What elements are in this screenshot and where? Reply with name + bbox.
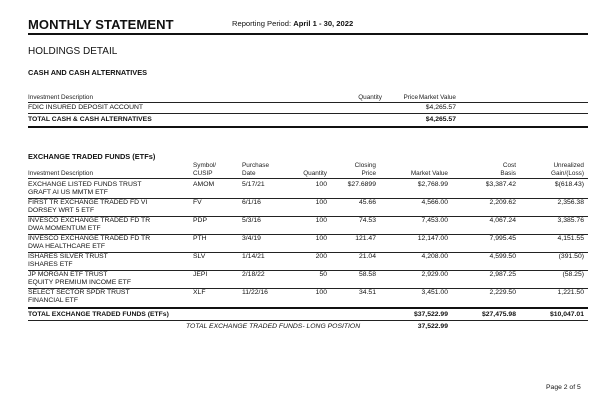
- cash-total-label: TOTAL CASH & CASH ALTERNATIVES: [28, 116, 152, 123]
- etf-description-line2: EQUITY PREMIUM INCOME ETF: [28, 279, 131, 286]
- etf-cost-basis: 7,995.45: [489, 235, 516, 242]
- etf-closing-price: 34.51: [358, 289, 376, 296]
- etf-symbol: FV: [193, 199, 202, 206]
- etf-unrealized-gain: $(618.43): [554, 181, 584, 188]
- col-market-value: Market Value: [418, 94, 456, 101]
- etf-market-value: 12,147.00: [417, 235, 448, 242]
- etf-symbol: XLF: [193, 289, 206, 296]
- etf-quantity: 100: [315, 235, 327, 242]
- etf-total-label: TOTAL EXCHANGE TRADED FUNDS (ETFs): [28, 311, 169, 318]
- etf-long-position-value: 37,522.99: [417, 323, 448, 330]
- etf-quantity: 100: [315, 217, 327, 224]
- cash-row-rule: [28, 113, 588, 114]
- etf-cost-basis: 4,599.50: [489, 253, 516, 260]
- etf-market-value: 2,929.00: [421, 271, 448, 278]
- etf-market-value: $2,768.99: [417, 181, 448, 188]
- col-price: Price: [403, 94, 418, 101]
- etf-total-gain: $10,047.01: [549, 311, 584, 318]
- etf-total-market-value: $37,522.99: [413, 311, 448, 318]
- etf-description-line1: SELECT SECTOR SPDR TRUST: [28, 289, 130, 296]
- etf-quantity: 100: [315, 199, 327, 206]
- etf-unrealized-gain: (391.50): [558, 253, 584, 260]
- holdings-detail-title: HOLDINGS DETAIL: [28, 46, 118, 57]
- col-symbol: Symbol/ CUSIP: [193, 162, 217, 177]
- etf-market-value: 4,566.00: [421, 199, 448, 206]
- reporting-period-value: April 1 - 30, 2022: [293, 19, 354, 28]
- etf-unrealized-gain: (58.25): [562, 271, 584, 278]
- etf-symbol: AMOM: [193, 181, 215, 188]
- etf-section-title: EXCHANGE TRADED FUNDS (ETFs): [28, 152, 156, 161]
- etf-quantity: 100: [315, 181, 327, 188]
- etf-purchase-date: 5/17/21: [242, 181, 265, 188]
- header-divider: [28, 33, 588, 35]
- etf-description-line2: GRAFT AI US MMTM ETF: [28, 189, 108, 196]
- etf-closing-price: 21.04: [358, 253, 376, 260]
- col-investment-description: Investment Description: [28, 94, 93, 101]
- etf-market-value: 4,208.00: [421, 253, 448, 260]
- etf-quantity: 100: [315, 289, 327, 296]
- etf-market-value: 7,453.00: [421, 217, 448, 224]
- col-quantity: Quantity: [303, 170, 327, 177]
- col-investment-description: Investment Description: [28, 170, 93, 177]
- cash-total-rule: [28, 126, 588, 128]
- col-purchase-date: Purchase Date: [242, 162, 269, 177]
- etf-cost-basis: 2,987.25: [489, 271, 516, 278]
- etf-cost-basis: $3,387.42: [485, 181, 516, 188]
- etf-long-position-label: TOTAL EXCHANGE TRADED FUNDS- LONG POSITION: [186, 323, 361, 330]
- etf-purchase-date: 6/1/16: [242, 199, 261, 206]
- page-number: Page 2 of 5: [546, 384, 581, 391]
- col-market-value: Market Value: [410, 170, 448, 177]
- etf-unrealized-gain: 4,151.55: [557, 235, 584, 242]
- etf-unrealized-gain: 1,221.50: [557, 289, 584, 296]
- etf-description-line1: FIRST TR EXCHANGE TRADED FD VI: [28, 199, 148, 206]
- cash-section-title: CASH AND CASH ALTERNATIVES: [28, 68, 148, 77]
- etf-description-line1: EXCHANGE LISTED FUNDS TRUST: [28, 181, 142, 188]
- etf-total-rule: [28, 320, 588, 321]
- etf-cost-basis: 2,209.62: [489, 199, 516, 206]
- etf-total-cost: $27,475.98: [481, 311, 516, 318]
- etf-description-line2: DWA HEALTHCARE ETF: [28, 243, 106, 250]
- cash-total-value: $4,265.57: [425, 116, 456, 123]
- etf-symbol: JEPI: [193, 271, 208, 278]
- etf-purchase-date: 5/3/16: [242, 217, 261, 224]
- col-quantity: Quantity: [358, 94, 382, 101]
- etf-description-line1: JP MORGAN ETF TRUST: [28, 271, 108, 278]
- cash-header-rule: [28, 102, 588, 103]
- etf-header-rule: [28, 178, 588, 179]
- cash-row-description: FDIC INSURED DEPOSIT ACCOUNT: [28, 104, 144, 111]
- statement-title: MONTHLY STATEMENT: [28, 17, 174, 32]
- etf-unrealized-gain: 3,385.76: [557, 217, 584, 224]
- etf-description-line2: ISHARES ETF: [28, 261, 73, 268]
- col-closing-price: Closing Price: [354, 162, 376, 177]
- etf-description-line2: DWA MOMENTUM ETF: [28, 225, 101, 232]
- etf-purchase-date: 1/14/21: [242, 253, 265, 260]
- etf-quantity: 50: [319, 271, 327, 278]
- etf-cost-basis: 4,067.24: [489, 217, 516, 224]
- etf-symbol: PDP: [193, 217, 207, 224]
- etf-closing-price: 58.58: [358, 271, 376, 278]
- etf-table-header: [28, 162, 588, 178]
- etf-closing-price: 121.47: [355, 235, 376, 242]
- etf-closing-price: 74.53: [358, 217, 376, 224]
- etf-symbol: PTH: [193, 235, 207, 242]
- etf-symbol: SLV: [193, 253, 206, 260]
- etf-cost-basis: 2,229.50: [489, 289, 516, 296]
- etf-closing-price: $27.6899: [347, 181, 376, 188]
- etf-purchase-date: 2/18/22: [242, 271, 265, 278]
- cash-row-market-value: $4,265.57: [425, 104, 456, 111]
- etf-rows-end-rule: [28, 307, 588, 309]
- etf-closing-price: 45.66: [358, 199, 376, 206]
- etf-quantity: 200: [315, 253, 327, 260]
- col-cost-basis: Cost Basis: [500, 162, 516, 177]
- etf-market-value: 3,451.00: [421, 289, 448, 296]
- etf-purchase-date: 3/4/19: [242, 235, 261, 242]
- etf-description-line2: DORSEY WRT 5 ETF: [28, 207, 95, 214]
- col-unrealized-gain: Unrealized Gain/(Loss): [550, 162, 584, 177]
- etf-purchase-date: 11/22/16: [242, 289, 268, 296]
- etf-unrealized-gain: 2,356.38: [557, 199, 584, 206]
- etf-description-line1: INVESCO EXCHANGE TRADED FD TR: [28, 217, 151, 224]
- etf-description-line2: FINANCIAL ETF: [28, 297, 78, 304]
- reporting-period: [232, 19, 353, 28]
- reporting-period-label: Reporting Period:: [232, 19, 292, 28]
- etf-description-line1: ISHARES SILVER TRUST: [28, 253, 108, 260]
- etf-description-line1: INVESCO EXCHANGE TRADED FD TR: [28, 235, 151, 242]
